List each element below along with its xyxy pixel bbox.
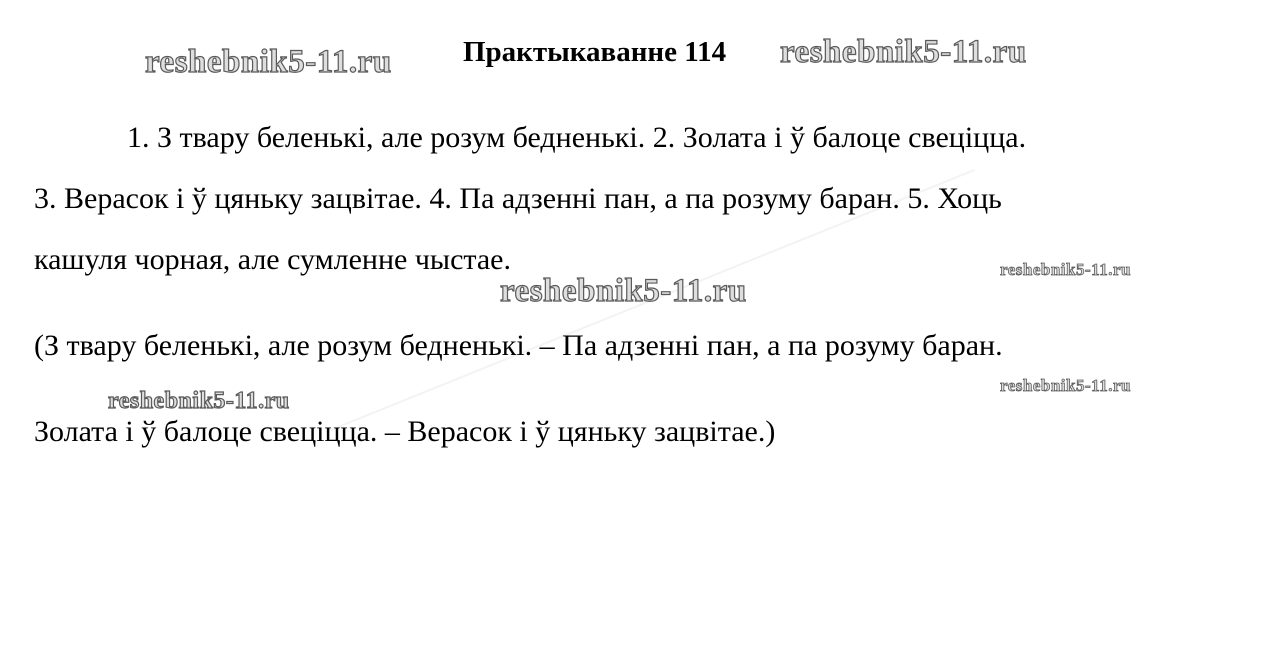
watermark-text: reshebnik5-11.ru	[1000, 260, 1131, 279]
text-line-4: (З твару беленькі, але розум бедненькі. – Па адзенні пан, а па розуму баран.	[34, 329, 1003, 362]
watermark-text: reshebnik5-11.ru	[500, 273, 747, 309]
watermark-text: reshebnik5-11.ru	[145, 44, 392, 80]
text-line-2: 3. Верасок і ў цяньку зацвітае. 4. Па адзенні пан, а па розуму баран. 5. Хоць	[34, 182, 1002, 215]
watermark-text: reshebnik5-11.ru	[108, 388, 290, 414]
text-line-1: 1. З твару беленькі, але розум бедненькі. 2. Золата і ў балоце свеціцца.	[127, 121, 1027, 154]
text-line-3: кашуля чорная, але сумленне чыстае.	[34, 243, 511, 276]
text-line-5: Золата і ў балоце свеціцца. – Верасок і ў цяньку зацвітае.)	[34, 415, 776, 448]
watermark-text: reshebnik5-11.ru	[780, 34, 1027, 70]
page-title: Практыкаванне 114	[463, 36, 727, 68]
watermark-text: reshebnik5-11.ru	[1000, 376, 1131, 395]
